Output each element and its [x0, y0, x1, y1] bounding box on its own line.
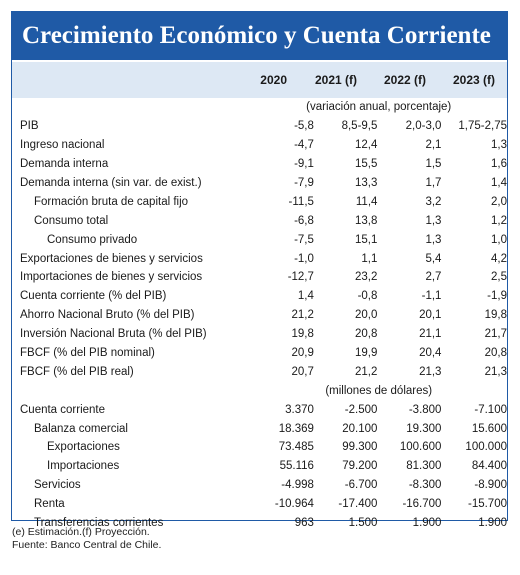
cell: 15.600: [471, 422, 507, 435]
cell: 3,2: [425, 195, 442, 208]
table-row: [12, 457, 507, 476]
cell: 19,9: [355, 347, 378, 360]
row-label: FBCF (% del PIB nominal): [20, 347, 155, 360]
cell: -7,5: [294, 233, 314, 246]
cell: 19,8: [484, 309, 507, 322]
cell: 20,8: [355, 328, 378, 341]
table-row: [12, 287, 507, 306]
cell: 1,4: [491, 177, 507, 189]
cell: 20,0: [355, 309, 378, 322]
cell: 19.300: [406, 422, 442, 435]
unit-row: [12, 381, 507, 400]
row-label: Exportaciones de bienes y servicios: [20, 252, 203, 265]
cell: 20,1: [419, 309, 442, 322]
table-row: [12, 476, 507, 495]
table-row: [12, 117, 507, 136]
table-frame: [11, 11, 508, 530]
table-row: [12, 419, 507, 438]
row-label: Ahorro Nacional Bruto (% del PIB): [20, 309, 195, 322]
cell: 8,5-9,5: [341, 120, 378, 133]
table-row: [12, 495, 507, 514]
footnotes: [12, 526, 161, 552]
unit-row: [12, 98, 507, 117]
row-label: Transferencias corrientes: [34, 517, 164, 530]
cell: 1,3: [491, 139, 507, 152]
cell: 20,4: [419, 347, 442, 360]
cell: -6,8: [294, 214, 314, 227]
cell: 15,5: [355, 158, 378, 171]
table-row: [12, 174, 507, 193]
row-label: Cuenta corriente: [20, 403, 106, 416]
cell: 55.116: [279, 460, 314, 473]
cell: -6.700: [344, 479, 378, 492]
row-label: Consumo privado: [47, 233, 138, 246]
table-title: Crecimiento Económico y Cuenta Corriente: [22, 22, 491, 49]
table-row: [12, 325, 507, 344]
cell: -1,1: [421, 290, 442, 303]
cell: -3.800: [408, 403, 442, 416]
unit-growth: (variación anual, porcentaje): [306, 101, 452, 114]
cell: -4.998: [281, 479, 314, 492]
row-label: Formación bruta de capital fijo: [34, 195, 189, 208]
cell: 1,3: [425, 233, 442, 246]
table-row: [12, 249, 507, 268]
cell: -8.900: [474, 479, 507, 492]
table-row: [12, 344, 507, 363]
cell: -2.500: [344, 403, 378, 416]
cell: 21,2: [291, 309, 314, 322]
cell: -5,8: [294, 120, 314, 133]
row-label: Servicios: [34, 479, 81, 492]
table-row: [12, 211, 507, 230]
cell: 1.900: [478, 517, 507, 530]
cell: 20,7: [291, 365, 314, 378]
cell: 12,4: [355, 139, 378, 152]
row-label: PIB: [20, 120, 39, 133]
cell: 2,5: [491, 271, 507, 284]
cell: 1,3: [425, 214, 442, 227]
column-header-band: [12, 62, 507, 98]
cell: -11,5: [288, 195, 314, 208]
cell: 1,2: [491, 214, 507, 227]
cell: 1,7: [425, 177, 442, 189]
cell: -4,7: [294, 139, 314, 152]
footnote-source: Fuente: Banco Central de Chile.: [12, 539, 162, 551]
cell: 15,1: [355, 233, 378, 246]
cell: -17.400: [338, 498, 378, 511]
row-label: Cuenta corriente (% del PIB): [20, 290, 167, 303]
row-label: Demanda interna (sin var. de exist.): [20, 177, 202, 189]
cell: -15.700: [467, 498, 507, 511]
cell: 20.100: [342, 422, 378, 435]
cell: 100.000: [465, 441, 507, 454]
cell: 21,2: [355, 365, 378, 378]
cell: 84.400: [471, 460, 507, 473]
row-label: Renta: [34, 498, 65, 511]
row-label: Ingreso nacional: [20, 139, 105, 152]
row-label: Balanza comercial: [34, 422, 128, 435]
table-row: [12, 438, 507, 457]
table-row: [12, 268, 507, 287]
row-label: Importaciones de bienes y servicios: [20, 271, 203, 284]
cell: 1,5: [425, 158, 442, 171]
cell: -16.700: [402, 498, 442, 511]
col-header-2023: 2023 (f): [452, 73, 495, 87]
cell: 19,8: [291, 328, 314, 341]
cell: 4,2: [491, 252, 507, 265]
cell: 13,8: [355, 214, 378, 227]
table-row: [12, 155, 507, 174]
footnote-legend: (e) Estimación.(f) Proyección.: [12, 526, 150, 538]
cell: 5,4: [425, 252, 442, 265]
data-table: [12, 98, 507, 532]
table-row: [12, 230, 507, 249]
row-label: FBCF (% del PIB real): [20, 365, 134, 378]
cell: 2,1: [425, 139, 442, 152]
cell: 21,1: [419, 328, 442, 341]
cell: 18.369: [278, 422, 314, 435]
cell: 20,8: [484, 347, 507, 360]
cell: 3.370: [285, 403, 314, 416]
cell: 99.300: [342, 441, 378, 454]
row-label: Demanda interna: [20, 158, 109, 171]
cell: 1.500: [348, 517, 378, 530]
table-row: [12, 306, 507, 325]
cell: 1,0: [491, 233, 507, 246]
cell: 21,3: [484, 365, 507, 378]
cell: 963: [294, 517, 314, 530]
col-header-2022: 2022 (f): [383, 73, 426, 87]
cell: 20,9: [291, 347, 314, 360]
cell: 1,75-2,75: [458, 120, 507, 133]
cell: 21,7: [484, 328, 507, 341]
cell: 21,3: [419, 365, 442, 378]
cell: 81.300: [406, 460, 442, 473]
table-row: [12, 136, 507, 155]
cell: 1,4: [297, 290, 314, 303]
cell: 13,3: [355, 177, 378, 189]
col-header-2020: 2020: [260, 73, 287, 87]
cell: 11,4: [355, 195, 378, 208]
col-header-2021: 2021 (f): [314, 73, 357, 87]
row-label: Importaciones: [47, 460, 120, 473]
cell: -1,9: [487, 290, 507, 303]
cell: -7.100: [474, 403, 507, 416]
cell: -8.300: [408, 479, 442, 492]
cell: 1,6: [491, 158, 507, 171]
cell: 1,1: [361, 252, 378, 265]
row-label: Consumo total: [34, 214, 109, 227]
table-row: [12, 400, 507, 419]
cell: -10.964: [274, 498, 314, 511]
row-label: Exportaciones: [47, 441, 120, 454]
cell: -1,0: [294, 252, 314, 265]
cell: -9,1: [294, 158, 314, 171]
cell: -0,8: [357, 290, 378, 303]
title-bar: [12, 12, 507, 60]
cell: 2,0-3,0: [405, 120, 442, 133]
cell: 2,0: [491, 195, 507, 208]
table-row: [12, 192, 507, 211]
cell: -7,9: [294, 177, 314, 189]
cell: 2,7: [425, 271, 442, 284]
cell: 100.600: [399, 441, 442, 454]
row-label: Inversión Nacional Bruta (% del PIB): [20, 328, 207, 341]
cell: 73.485: [278, 441, 314, 454]
cell: 79.200: [342, 460, 378, 473]
cell: 23,2: [355, 271, 378, 284]
cell: -12,7: [287, 271, 314, 284]
cell: 1.900: [412, 517, 442, 530]
unit-usd: (millones de dólares): [325, 384, 433, 397]
table-row: [12, 362, 507, 381]
